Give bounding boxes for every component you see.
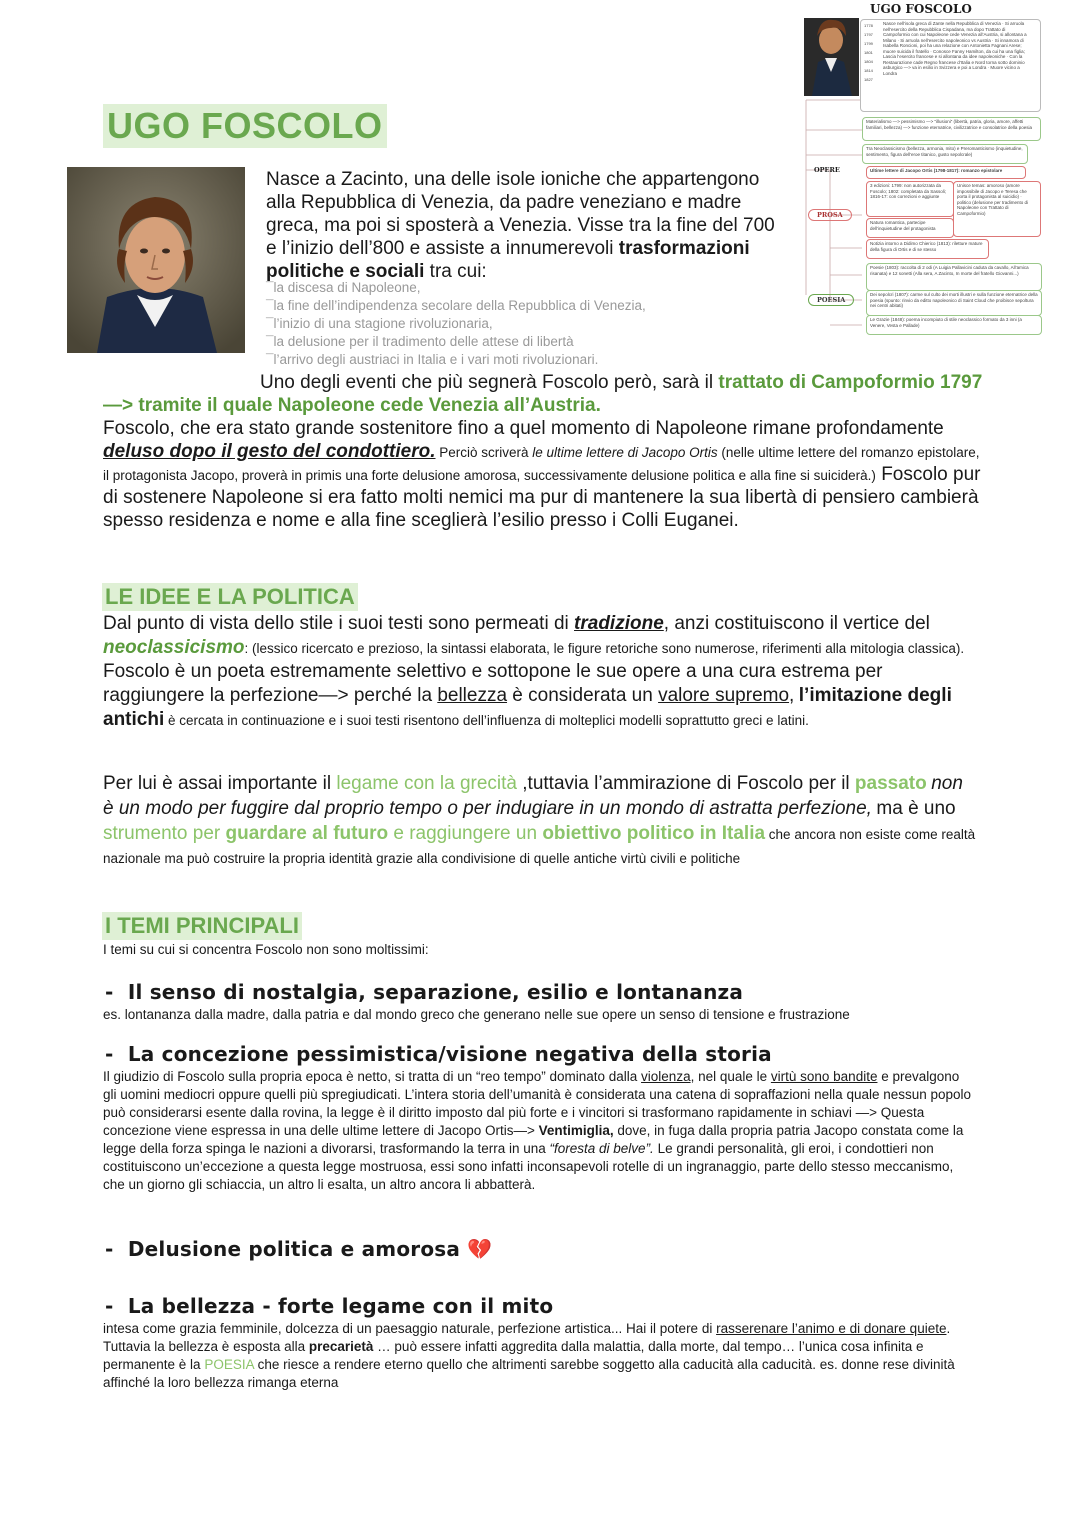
t2-c: e prevalgono gli uomini mediocri oppure quelli più spregiudicati. L’intera storia dell’umanità è considerata una catena di sopraffazioni nella quale nessun popolo può considerarsi esente dalla rovina, la legge è il diritto imposto dal più forte e i vincitori si trasformano rapidamente in schiavi —> Questa concezione viene espressa in una delle ultime lettere di Jacopo Ortis—> [103,1069,972,1138]
future-green-2: guardare al futuro [225,823,389,844]
campoformio-highlight-2: 1797 —> tramite il quale Napoleone cede Venezia all’Austria. [103,372,983,416]
ideas-paragraph-1 [103,612,973,732]
intro-paragraph [266,168,786,283]
theme-1-title: Il senso di nostalgia, separazione, esilio e lontananza [127,980,744,1004]
future-green-1: strumento per [103,823,226,844]
mindmap-box-grazie: Le Grazie (1848): poema incompiuto di stile neoclassico formato da 3 inni (a Venere, Vesta e Pallade) [866,315,1042,335]
ideas-text-4: è considerata un [507,685,659,706]
mindmap-box-didimo: Notizia intorno a Didimo Chierico (1813): riletture mature della figura di Ortis e di se stesso [866,239,989,259]
year-1801: 1801 [864,50,873,55]
ideas-comma: , [789,685,795,706]
grecita-link: legame con la grecità [336,773,517,794]
events-list [266,279,786,369]
timeline-text: Nasce nell’isola greca di Zante nella Repubblica di Venezia · Si arruola nell’esercito della Repubblica Cispadana, ma dopo Trattato di Campoformio con cui Napoleone cede Venezia all’Austria, si allontana a Milano · Si arruola nell’esercito napoleonico vs Austria · Si innamora di Isabella Roncioni, poi ha una relazione con Antonietta Fagnani Arese; muore suicida il fratello · Conosce Fanny Hamilton, da cui ha una figlia; Lascia l’esercito francese e si allontana da idee napoleoniche · Con la Restaurazione cade Regno francese d’Italia e Nord torna sotto dominio asburgico —> va in esilio in Svizzera e poi a Londra · Muore vicino a Londra [883,21,1027,76]
ideas-valore: valore supremo [658,685,790,706]
broken-heart-icon: 💔 [467,1237,493,1261]
year-1778: 1778 [864,23,873,28]
themes-intro: I temi su cui si concentra Foscolo non sono moltissimi: [103,942,429,957]
napoleon-end: Foscolo pur di sostenere Napoleone si era fatto molti nemici ma pur di mantenere la sua libertà di pensiero cambierà spesso residenza e nome e alla fine sceglierà l’esilio presso i Colli Euganei. [103,464,981,531]
ideas-text-2: , anzi costituiscono il vertice del [663,613,930,634]
ideas-bellezza: bellezza [437,685,508,706]
passato-word: passato [854,773,927,794]
mindmap-box-poesie: Poesie (1803): raccolta di 2 odi (A Luigia Pallavicini caduta da cavallo, All’amica risanata) e 12 sonetti (Alla sera, A Zacinto, In morte del fratello Giovanni...) [866,263,1042,291]
t2-foresta: “foresta di belve”. [549,1141,654,1156]
mindmap-box-materialismo: Materialismo —> pessimismo —> “illusioni” (libertà, patria, gloria, amore, affetti familiari, bellezza) —> funzione eternatrice, civilizzatrice e consolatrice della poesia [862,117,1041,141]
ideas-text-3: Foscolo è un poeta estremamente selettivo e sottopone le sue opere a una cura estrema per raggiungere la perfezione—> perché la [103,661,883,706]
list-item: ¯l’inizio di una stagione rivoluzionaria, [266,316,493,331]
dash: - [105,1042,114,1066]
napoleon-bold: deluso dopo il gesto del condottiero. [103,441,436,462]
mindmap-prosa-label: PROSA [808,209,852,221]
theme-3-heading [105,1237,492,1261]
t2-ventimiglia: Ventimiglia, [538,1123,614,1138]
mindmap-box-ortis: Ultime lettere di Jacopo Ortis (1798-1817): romanzo epistolare [866,166,1026,179]
theme-2-heading [105,1042,772,1066]
theme-1-text: es. lontananza dalla madre, dalla patria e dal mondo greco che generano nelle sue opere un senso di tensione e frustrazione [103,1007,850,1022]
list-item: ¯l’arrivo degli austriaci in Italia e i vari moti rivoluzionari. [266,352,599,367]
theme-1-heading [105,980,743,1004]
napoleon-paragraph [103,417,983,532]
mindmap-timeline-box [860,19,1041,112]
mindmap-box-edizioni: 3 edizioni: 1799: non autorizzata da Foscolo; 1802: completata da Sassoli; 1816-17: con correzioni e aggiunte [866,181,954,217]
future-green-3: e raggiungere un [388,823,543,844]
dash: - [105,1237,114,1261]
mindmap-poesia-label: POESIA [808,294,854,306]
t2-d: dove, in fuga dalla propria patria Jacopo constata come la legge della forza spinga le nazioni a divorarsi, trasformando la terra in una [103,1123,964,1156]
napoleon-small: Perciò scriverà [435,445,533,460]
t4-precarieta: precarietà [308,1339,374,1354]
future-green-4: obiettivo politico in Italia [542,823,766,844]
ortis-note: (nelle ultime lettere del romanzo epistolare, il protagonista Jacopo, proverà in primis una forte delusione amorosa, successivamente delusione politica e alla fine si suiciderà.) [103,445,980,483]
ideas-imitazione: l’imitazione degli antichi [103,685,952,730]
mindmap-opere-label: OPERE [814,166,840,174]
t4-d: che riesce a rendere eterno quello che altrimenti sarebbe soggetto alla caducità alla caducità. es. donne rese divinità affinché la loro bellezza rimanga eterna [103,1357,955,1390]
t4-poesia: POESIA [204,1357,254,1372]
ortis-title: le ultime lettere di Jacopo Ortis [532,445,718,460]
ideas-text-1: Dal punto di vista dello stile i suoi testi sono permeati di [103,613,575,634]
dash: - [105,1294,114,1318]
t4-rasserenare: rasserenare l’animo e di donare quiete [716,1321,947,1336]
t2-violenza: violenza [641,1069,691,1084]
year-1827: 1827 [864,77,873,82]
ideas-style-note: : (lessico ricercato e prezioso, la sintassi elaborata, le figure retoriche sono numerose, riferimenti alla mitologia classica). [244,641,965,656]
mindmap-title: UGO FOSCOLO [870,2,972,16]
dash: - [105,980,114,1004]
t2-virtu: virtù sono bandite [770,1069,878,1084]
mindmap-box-neoclassicismo: Tra Neoclassicismo (bellezza, armonia, mito) e Preromanticismo (inquietudine, sentimento, figura dell’eroe titanico, gusto sepolcrale) [862,144,1028,164]
t2-b: , nel quale le [690,1069,771,1084]
section-heading-ideas: LE IDEE E LA POLITICA [102,583,358,611]
t2-a: Il giudizio di Foscolo sulla propria epoca è netto, si tratta di un “reo tempo” dominato dalla [103,1069,642,1084]
year-1799: 1799 [864,41,873,46]
year-1814: 1814 [864,68,873,73]
theme-2-text [103,1068,973,1194]
list-item: ¯la fine dell’indipendenza secolare della Repubblica di Venezia, [266,298,646,313]
ideas-imitazione-note: è cercata in continuazione e i suoi testi risentono dell’influenza di molteplici modelli soprattutto greci e latini. [164,713,809,728]
future-text: ma è uno [876,798,956,819]
intro-bold: trasformazioni politiche e sociali [266,238,750,282]
list-item: ¯la discesa di Napoleone, [266,280,421,295]
t4-c: … può essere infatti aggredita dalla malattia, dalla morte, dal tempo… l’unica cosa infinita e permanente è la [103,1339,924,1372]
mindmap-box-sepolcri: Dei sepolcri (1807): carme sul culto dei morti illustri e sulla funzione eternatrice della poesia (spunto: rinvio da editto napoleonico di Saint Cloud che proibisce sepoltura nei centri abitati) [866,290,1042,316]
campoformio-text: Uno degli eventi che più segnerà Foscolo però, sarà il [260,372,719,393]
grecita-text-2: ,tuttavia l’ammirazione di Foscolo per il [517,773,855,794]
section-heading-themes: I TEMI PRINCIPALI [102,912,302,940]
intro-end: tra cui: [424,261,487,282]
t2-e: Le grandi personalità, gli eroi, i condottieri non costituiscono un’eccezione a questa legge mostruosa, essi sono infatti inconsapevoli rotelle di un ingranaggio, parte dello stesso meccanismo, che un giorno gli schiaccia, un altro li esalta, un altro ancora li abbatterà. [103,1141,954,1192]
future-small: che ancora non esiste come realtà nazionale ma può costruire la propria identità grazie alla condivisione di quelle antiche virtù civili e politiche [103,827,976,866]
napoleon-text: Foscolo, che era stato grande sostenitore fino a quel momento di Napoleone rimane profondamente [103,418,944,439]
passato-italic: non è un modo per fuggire dal proprio tempo o per indugiare in un mondo di astratta perfezione, [103,773,963,819]
t4-b: . Tuttavia la bellezza è esposta alla [103,1321,951,1354]
grecita-text: Per lui è assai importante il [103,773,337,794]
intro-text: Nasce a Zacinto, una delle isole ioniche che appartengono alla Repubblica di Venezia, da padre veneziano e madre greca, ma poi si sposterà a Venezia. Visse tra la fine del 700 e l’inizio dell’800 e assiste a innumerevoli [266,169,775,259]
list-item: ¯la delusione per il tradimento delle attese di libertà [266,334,574,349]
theme-4-title: La bellezza - forte legame con il mito [127,1294,554,1318]
year-1804: 1804 [864,59,873,64]
campoformio-highlight: trattato di Campoformio [718,372,935,393]
t4-a: intesa come grazia femminile, dolcezza di un paesaggio naturale, perfezione artistica... Hai il potere di [103,1321,717,1336]
portrait-image [67,167,245,353]
theme-3-title: Delusione politica e amorosa [127,1237,461,1261]
theme-4-text [103,1320,978,1392]
ideas-tradizione: tradizione [574,613,664,634]
mindmap-box-temi: Unisce temas: amoroso (amore impossibile di Jacopo e Teresa che porta il protagonista al suicidio) · politico (delusione per tradimento di Napoleone con Trattato di Campoformio) [953,181,1041,237]
campoformio-paragraph [103,371,983,417]
theme-4-heading [105,1294,553,1318]
ideas-neoclassicismo: neoclassicismo [103,637,245,658]
year-1797: 1797 [864,32,873,37]
mindmap-box-natura: Natura romantica, partecipe dell’inquietudine del protagonista [866,218,954,238]
ideas-paragraph-2 [103,772,978,871]
mindmap [800,0,1080,345]
page-title: UGO FOSCOLO [103,104,387,148]
theme-2-title: La concezione pessimistica/visione negativa della storia [127,1042,772,1066]
